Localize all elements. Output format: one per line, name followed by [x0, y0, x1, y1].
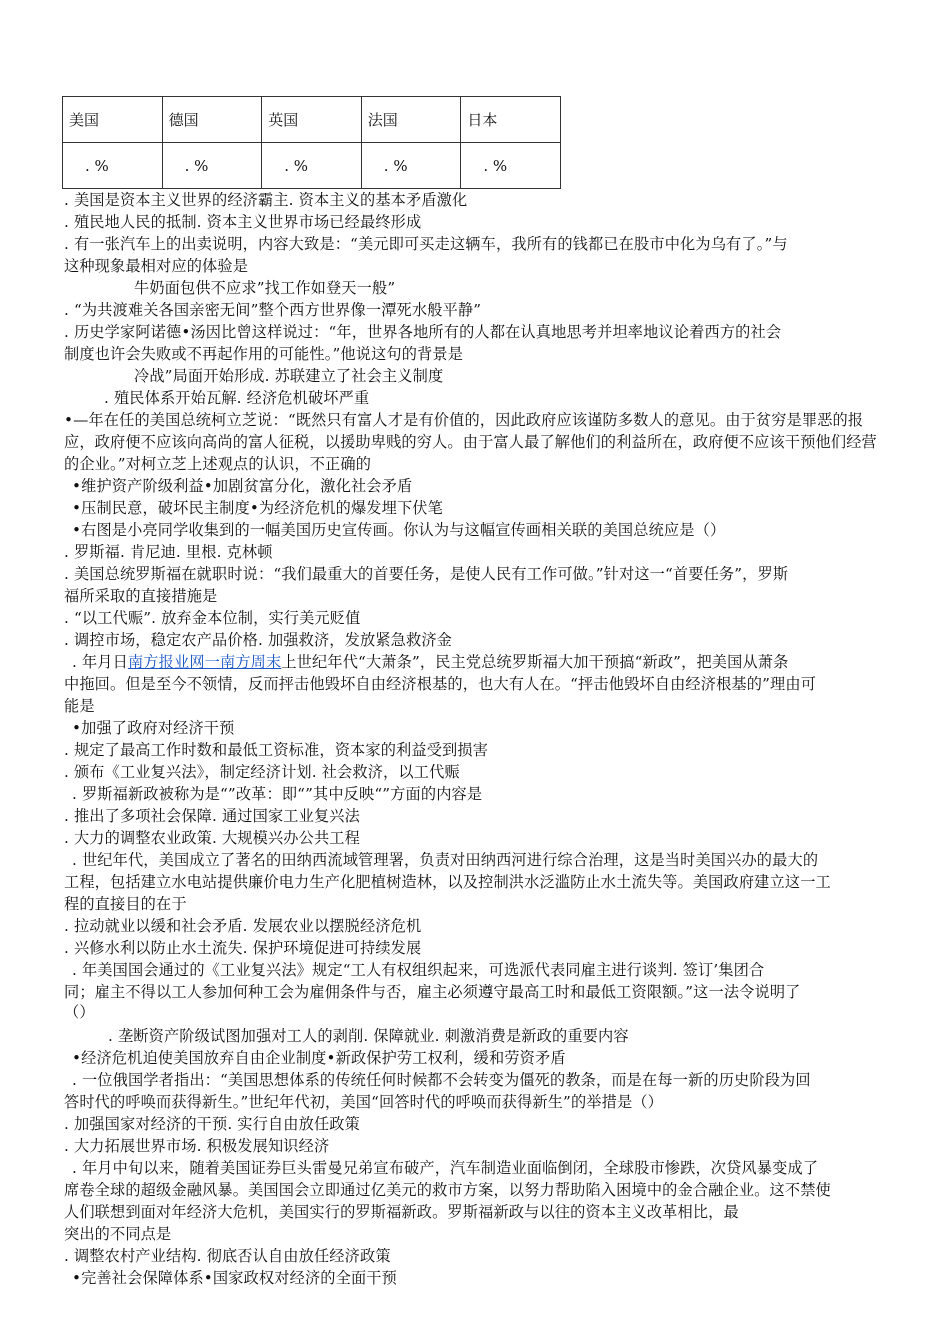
text-line: . 美国是资本主义世界的经济霸主. 资本主义的基本矛盾激化	[64, 191, 468, 209]
text-line: . 大力拓展世界市场. 积极发展知识经济	[64, 1137, 330, 1155]
table-header-cell: 法国	[361, 97, 461, 143]
text-segment: 上世纪年代“大萧条”，民主党总统罗斯福大加干预搞“新政”，把美国从萧条	[281, 653, 789, 671]
text-line: . 一位俄国学者指出：“美国思想体系的传统任何时候都不会转变为僵死的教条，而是在每一新的历史阶段为回	[72, 1071, 811, 1089]
text-line: . 世纪年代，美国成立了著名的田纳西流域管理署，负责对田纳西河进行综合治理，这是当时美国兴办的最大的	[72, 851, 819, 869]
text-line: •完善社会保障体系•国家政权对经济的全面干预	[72, 1269, 397, 1287]
text-line: . 罗斯福. 肯尼迪. 里根. 克林顿	[64, 543, 273, 561]
text-line: . 年美国国会通过的《工业复兴法》规定“工人有权组织起来，可选派代表同雇主进行谈判. 签订’集团合	[72, 961, 765, 979]
text-line: . 殖民体系开始瓦解. 经济危机破坏严重	[104, 389, 370, 407]
text-line: 福所采取的直接措施是	[64, 587, 218, 605]
table-header-cell: 德国	[162, 97, 262, 143]
text-line: . 垄断资产阶级试图加强对工人的剥削. 保障就业. 刺激消费是新政的重要内容	[108, 1027, 629, 1045]
text-line: •经济危机迫使美国放弃自由企业制度•新政保护劳工权利，缓和劳资矛盾	[72, 1049, 566, 1067]
text-segment: . 年月日	[72, 653, 128, 671]
text-line: 这种现象最相对应的体验是	[64, 257, 249, 275]
table-cell: . %	[262, 143, 362, 189]
text-line: . 调整农村产业结构. 彻底否认自由放任经济政策	[64, 1247, 391, 1265]
text-line: 工程，包括建立水电站提供廉价电力生产化肥植树造林，以及控制洪水泛滥防止水土流失等。美国政府建立这一工	[64, 873, 831, 891]
text-line: 答时代的呼唤而获得新生。”世纪年代初，美国“回答时代的呼唤而获得新生”的举措是（）	[64, 1093, 663, 1111]
text-line: 同；雇主不得以工人参加何种工会为雇佣条件与否，雇主必须遵守最高工时和最低工资限额。”这一法令说明了	[64, 983, 801, 1001]
text-line: . 加强国家对经济的干预. 实行自由放任政策	[64, 1115, 360, 1133]
text-line: . 调控市场，稳定农产品价格. 加强救济，发放紧急救济金	[64, 631, 453, 649]
text-line: . 推出了多项社会保障. 通过国家工业复兴法	[64, 807, 360, 825]
text-line: . 颁布《工业复兴法》，制定经济计划. 社会救济，以工代赈	[64, 763, 460, 781]
text-line: •压制民意，破坏民主制度•为经济危机的爆发埋下伏笔	[72, 499, 443, 517]
text-line: •加强了政府对经济干预	[72, 719, 235, 737]
text-line: . “为共渡难关各国亲密无间”整个西方世界像一潭死水般平静”	[64, 301, 482, 319]
text-line: 冷战”局面开始形成. 苏联建立了社会主义制度	[134, 367, 444, 385]
text-line: •右图是小亮同学收集到的一幅美国历史宣传画。你认为与这幅宣传画相关联的美国总统应是（）	[72, 521, 726, 539]
text-line: . 历史学家阿诺德•汤因比曾这样说过：“年，世界各地所有的人都在认真地思考并坦率地议论着西方的社会	[64, 323, 782, 341]
text-line: 能是	[64, 697, 95, 715]
text-line: 程的直接目的在于	[64, 895, 187, 913]
table-header-cell: 英国	[262, 97, 362, 143]
ratio-table	[62, 96, 561, 189]
text-line: 的企业。”对柯立芝上述观点的认识，不正确的	[64, 455, 372, 473]
table-cell: . %	[63, 143, 163, 189]
text-line: 席卷全球的超级金融风暴。美国国会立即通过亿美元的救市方案，以努力帮助陷入困境中的金合融企业。这不禁使	[64, 1181, 831, 1199]
text-line: •维护资产阶级利益•加剧贫富分化，激化社会矛盾	[72, 477, 413, 495]
text-line	[72, 651, 788, 673]
text-line: . 拉动就业以缓和社会矛盾. 发展农业以摆脱经济危机	[64, 917, 422, 935]
table-header-row	[63, 97, 561, 143]
text-line: . 有一张汽车上的出卖说明，内容大致是：“美元即可买走这辆车，我所有的钱都已在股市中化为乌有了。”与	[64, 235, 788, 253]
text-line: . 兴修水利以防止水土流失. 保护环境促进可持续发展	[64, 939, 422, 957]
text-line: 人们联想到面对年经济大危机，美国实行的罗斯福新政。罗斯福新政与以往的资本主义改革相比，最	[64, 1203, 739, 1221]
table-cell: . %	[162, 143, 262, 189]
text-line: 应，政府便不应该向高尚的富人征税，以援助卑贱的穷人。由于富人最了解他们的利益所在，政府便不应该干预他们经营	[64, 433, 877, 451]
text-line: . 年月中旬以来，随着美国证券巨头雷曼兄弟宣布破产，汽车制造业面临倒闭，全球股市惨跌，次贷风暴变成了	[72, 1159, 819, 1177]
text-line: 中拖回。但是至今不领情，反而抨击他毁坏自由经济根基的，也大有人在。“抨击他毁坏自由经济根基的”理由可	[64, 675, 817, 693]
source-link[interactable]: 南方报业网一南方周末	[127, 653, 282, 671]
text-line: 突出的不同点是	[64, 1225, 172, 1243]
table-header-cell: 日本	[461, 97, 561, 143]
table-row	[63, 143, 561, 189]
text-line: . 罗斯福新政被称为是“”改革：即“”其中反映“”方面的内容是	[72, 785, 483, 803]
table-cell: . %	[461, 143, 561, 189]
text-line: . 规定了最高工作时数和最低工资标准，资本家的利益受到损害	[64, 741, 489, 759]
table-header-cell: 美国	[63, 97, 163, 143]
text-line: . 殖民地人民的抵制. 资本主义世界市场已经最终形成	[64, 213, 422, 231]
text-line: （）	[64, 1003, 95, 1021]
table-cell: . %	[361, 143, 461, 189]
text-line: 制度也许会失败或不再起作用的可能性。”他说这句的背景是	[64, 345, 464, 363]
text-line: . 美国总统罗斯福在就职时说：“我们最重大的首要任务，是使人民有工作可做。”针对这一“首要任务”，罗斯	[64, 565, 789, 583]
text-line: . 大力的调整农业政策. 大规模兴办公共工程	[64, 829, 360, 847]
text-line: . “以工代赈”. 放弃金本位制，实行美元贬值	[64, 609, 361, 627]
text-line: •—年在任的美国总统柯立芝说：“既然只有富人才是有价值的，因此政府应该谨防多数人的意见。由于贫穷是罪恶的报	[64, 411, 864, 429]
text-line: 牛奶面包供不应求”找工作如登天一般”	[134, 279, 396, 297]
